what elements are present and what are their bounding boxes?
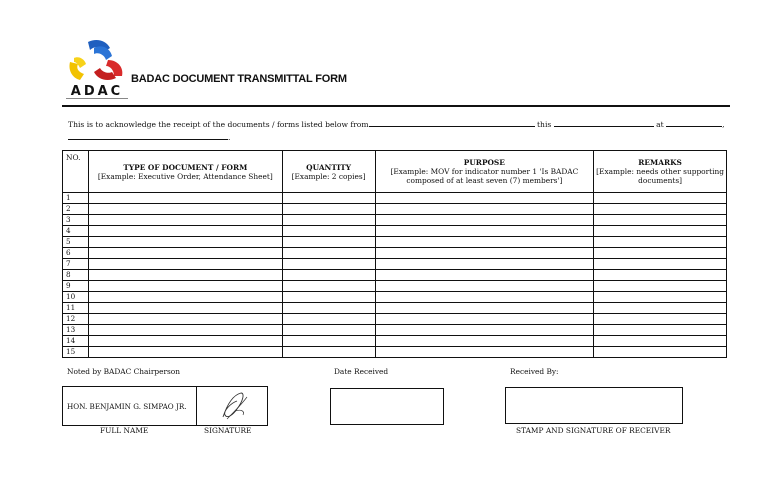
cell-remarks[interactable] [594, 292, 727, 303]
cell-purpose[interactable] [375, 281, 594, 292]
cell-purpose[interactable] [375, 292, 594, 303]
cell-purpose[interactable] [375, 303, 594, 314]
cell-num: 14 [63, 336, 89, 347]
cell-num: 13 [63, 325, 89, 336]
chairperson-signature-box [62, 386, 268, 426]
cell-type[interactable] [88, 193, 282, 204]
form-title: BADAC DOCUMENT TRANSMITTAL FORM [131, 73, 347, 85]
stamp-signature-label: STAMP AND SIGNATURE OF RECEIVER [516, 426, 671, 435]
cell-num: 12 [63, 314, 89, 325]
cell-num: 4 [63, 226, 89, 237]
cell-quantity[interactable] [282, 281, 375, 292]
signature-label: SIGNATURE [204, 426, 252, 435]
cell-quantity[interactable] [282, 292, 375, 303]
header-type: TYPE OF DOCUMENT / FORM [Example: Executive Order, Attendance Sheet] [88, 151, 282, 193]
cell-purpose[interactable] [375, 226, 594, 237]
cell-num: 15 [63, 347, 89, 358]
ack-this: this [537, 120, 552, 129]
cell-remarks[interactable] [594, 325, 727, 336]
cell-quantity[interactable] [282, 325, 375, 336]
date-received-box[interactable] [330, 388, 444, 425]
table-row [63, 193, 727, 204]
cell-quantity[interactable] [282, 204, 375, 215]
receiver-stamp-box[interactable] [505, 387, 683, 424]
cell-purpose[interactable] [375, 325, 594, 336]
cell-remarks[interactable] [594, 193, 727, 204]
at-blank[interactable] [666, 119, 722, 127]
cell-purpose[interactable] [375, 270, 594, 281]
cell-remarks[interactable] [594, 303, 727, 314]
ack-lead: This is to acknowledge the receipt of the documents / forms listed below from [68, 120, 369, 129]
table-row [63, 292, 727, 303]
cell-purpose[interactable] [375, 259, 594, 270]
table-header-row [63, 151, 727, 193]
table-row [63, 336, 727, 347]
cell-type[interactable] [88, 270, 282, 281]
cell-type[interactable] [88, 325, 282, 336]
cell-purpose[interactable] [375, 215, 594, 226]
continuation-blank[interactable] [68, 132, 228, 140]
table-row [63, 259, 727, 270]
table-row [63, 215, 727, 226]
table-row [63, 347, 727, 358]
cell-remarks[interactable] [594, 336, 727, 347]
cell-remarks[interactable] [594, 281, 727, 292]
cell-quantity[interactable] [282, 193, 375, 204]
cell-purpose[interactable] [375, 347, 594, 358]
cell-num: 6 [63, 248, 89, 259]
date-received-label: Date Received [334, 367, 389, 376]
table-row [63, 303, 727, 314]
cell-num: 5 [63, 237, 89, 248]
cell-remarks[interactable] [594, 237, 727, 248]
cell-type[interactable] [88, 226, 282, 237]
full-name-label: FULL NAME [100, 426, 149, 435]
cell-type[interactable] [88, 314, 282, 325]
cell-purpose[interactable] [375, 237, 594, 248]
logo-tagline-line [66, 98, 128, 101]
cell-num: 11 [63, 303, 89, 314]
cell-quantity[interactable] [282, 237, 375, 248]
cell-num: 2 [63, 204, 89, 215]
header-rule [62, 105, 730, 107]
cell-type[interactable] [88, 248, 282, 259]
chairperson-name: HON. BENJAMIN G. SIMPAO JR. [63, 387, 197, 425]
cell-remarks[interactable] [594, 259, 727, 270]
cell-num: 10 [63, 292, 89, 303]
cell-quantity[interactable] [282, 314, 375, 325]
header-remarks: REMARKS [Example: needs other supporting documents] [594, 151, 727, 193]
cell-purpose[interactable] [375, 193, 594, 204]
cell-type[interactable] [88, 292, 282, 303]
cell-remarks[interactable] [594, 314, 727, 325]
cell-type[interactable] [88, 281, 282, 292]
header-no: NO. [63, 151, 89, 193]
cell-quantity[interactable] [282, 248, 375, 259]
header-quantity: QUANTITY [Example: 2 copies] [282, 151, 375, 193]
cell-num: 8 [63, 270, 89, 281]
cell-quantity[interactable] [282, 215, 375, 226]
signature-mark [197, 387, 271, 425]
cell-type[interactable] [88, 204, 282, 215]
cell-num: 1 [63, 193, 89, 204]
table-row [63, 237, 727, 248]
cell-remarks[interactable] [594, 204, 727, 215]
table-row [63, 281, 727, 292]
cell-quantity[interactable] [282, 270, 375, 281]
cell-remarks[interactable] [594, 248, 727, 259]
header-purpose: PURPOSE [Example: MOV for indicator number 1 'Is BADAC composed of at least seven (7) members'] [375, 151, 594, 193]
cell-purpose[interactable] [375, 314, 594, 325]
documents-table [62, 150, 727, 358]
logo-text: ADAC [70, 84, 124, 99]
from-blank[interactable] [369, 119, 535, 127]
cell-type[interactable] [88, 259, 282, 270]
this-blank[interactable] [554, 119, 654, 127]
cell-quantity[interactable] [282, 226, 375, 237]
cell-purpose[interactable] [375, 248, 594, 259]
cell-quantity[interactable] [282, 303, 375, 314]
table-row [63, 226, 727, 237]
cell-type[interactable] [88, 303, 282, 314]
signature-cell[interactable] [197, 387, 267, 425]
cell-quantity[interactable] [282, 336, 375, 347]
received-by-label: Received By: [510, 367, 559, 376]
cell-quantity[interactable] [282, 259, 375, 270]
cell-remarks[interactable] [594, 347, 727, 358]
cell-purpose[interactable] [375, 204, 594, 215]
acknowledgement-text: This is to acknowledge the receipt of the documents / forms listed below from this at , . [68, 120, 725, 142]
cell-type[interactable] [88, 336, 282, 347]
cell-num: 7 [63, 259, 89, 270]
table-row [63, 204, 727, 215]
cell-quantity[interactable] [282, 347, 375, 358]
ack-at: at [656, 120, 664, 129]
cell-remarks[interactable] [594, 270, 727, 281]
cell-num: 3 [63, 215, 89, 226]
cell-remarks[interactable] [594, 226, 727, 237]
noted-by-label: Noted by BADAC Chairperson [67, 367, 180, 376]
cell-purpose[interactable] [375, 336, 594, 347]
cell-type[interactable] [88, 347, 282, 358]
cell-type[interactable] [88, 215, 282, 226]
cell-num: 9 [63, 281, 89, 292]
table-row [63, 248, 727, 259]
table-row [63, 270, 727, 281]
cell-remarks[interactable] [594, 215, 727, 226]
table-row [63, 325, 727, 336]
table-row [63, 314, 727, 325]
cell-type[interactable] [88, 237, 282, 248]
